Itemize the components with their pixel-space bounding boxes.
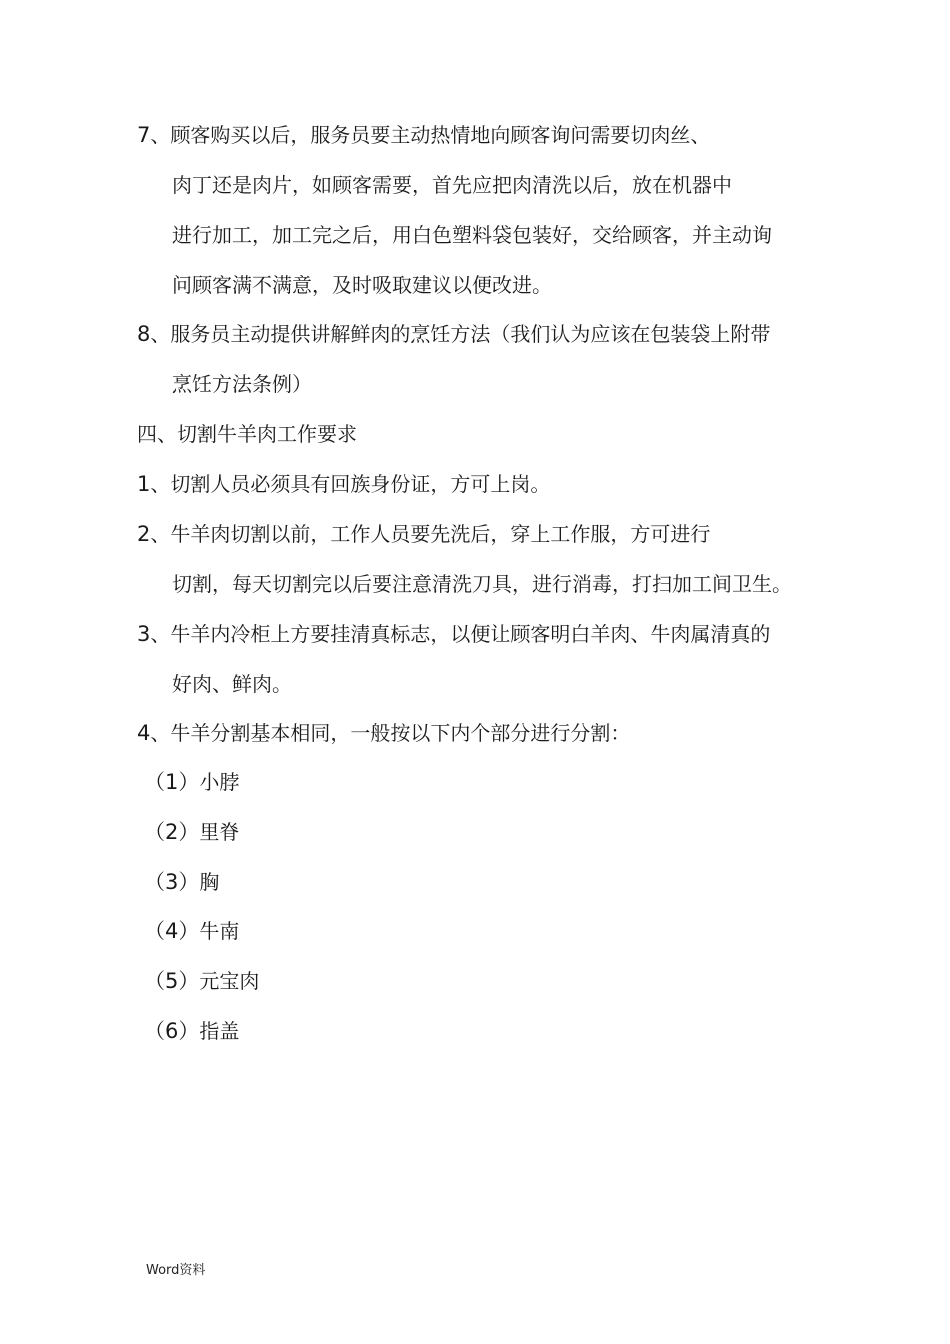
req-3-line-2: 好肉、鲜肉。 bbox=[172, 672, 292, 696]
part-item bbox=[144, 869, 219, 895]
req-2-line-1 bbox=[137, 521, 710, 547]
req-2-line-2: 切割，每天切割完以后要注意清洗刀具，进行消毒，打扫加工间卫生。 bbox=[172, 572, 792, 596]
item-7-text-1: 、顾客购买以后，服务员要主动热情地向顾客询问需要切肉丝、 bbox=[150, 123, 711, 147]
part-text: 牛南 bbox=[199, 919, 240, 943]
item-8-text-1: 、服务员主动提供讲解鲜肉的烹饪方法（我们认为应该在包装袋上附带 bbox=[150, 322, 771, 346]
part-item bbox=[144, 918, 239, 944]
part-item bbox=[144, 819, 239, 845]
item-8-line-1 bbox=[137, 321, 770, 347]
item-7-line-2: 肉丁还是肉片，如顾客需要，首先应把肉清洗以后，放在机器中 bbox=[172, 173, 732, 197]
page-footer: Word资料 bbox=[146, 1263, 206, 1278]
part-label: （3） bbox=[144, 870, 200, 894]
part-item bbox=[144, 769, 239, 795]
req-2-number: 2 bbox=[137, 522, 151, 546]
req-4-line-1 bbox=[137, 720, 630, 746]
part-text: 里脊 bbox=[199, 820, 240, 844]
part-label: （6） bbox=[144, 1019, 200, 1043]
item-7-line-3: 进行加工，加工完之后，用白色塑料袋包装好，交给顾客，并主动询 bbox=[172, 223, 772, 247]
req-4-number: 4 bbox=[137, 721, 151, 745]
part-item bbox=[144, 968, 259, 994]
req-1-text-1: 、切割人员必须具有回族身份证，方可上岗。 bbox=[150, 472, 551, 496]
part-text: 小脖 bbox=[199, 770, 240, 794]
req-3-text-1: 、牛羊内冷柜上方要挂清真标志，以便让顾客明白羊肉、牛肉属清真的 bbox=[150, 622, 771, 646]
req-3-line-1 bbox=[137, 621, 770, 647]
req-1-number: 1 bbox=[137, 472, 151, 496]
section-heading-4: 四、切割牛羊肉工作要求 bbox=[137, 422, 357, 446]
item-8-number: 8 bbox=[137, 322, 151, 346]
part-label: （2） bbox=[144, 820, 200, 844]
req-3-number: 3 bbox=[137, 622, 151, 646]
part-item bbox=[144, 1018, 239, 1044]
part-text: 元宝肉 bbox=[199, 969, 260, 993]
item-7-line-1 bbox=[137, 122, 710, 148]
part-text: 胸 bbox=[199, 870, 220, 894]
req-1-line-1 bbox=[137, 471, 550, 497]
part-text: 指盖 bbox=[199, 1019, 240, 1043]
part-label: （5） bbox=[144, 969, 200, 993]
part-label: （4） bbox=[144, 919, 200, 943]
req-4-text-1: 、牛羊分割基本相同，一般按以下内个部分进行分割： bbox=[150, 721, 631, 745]
item-7-line-4: 问顾客满不满意，及时吸取建议以便改进。 bbox=[172, 273, 552, 297]
item-8-line-2: 烹饪方法条例） bbox=[172, 372, 312, 396]
req-2-text-1: 、牛羊肉切割以前，工作人员要先洗后，穿上工作服，方可进行 bbox=[150, 522, 711, 546]
item-7-number: 7 bbox=[137, 123, 151, 147]
part-label: （1） bbox=[144, 770, 200, 794]
